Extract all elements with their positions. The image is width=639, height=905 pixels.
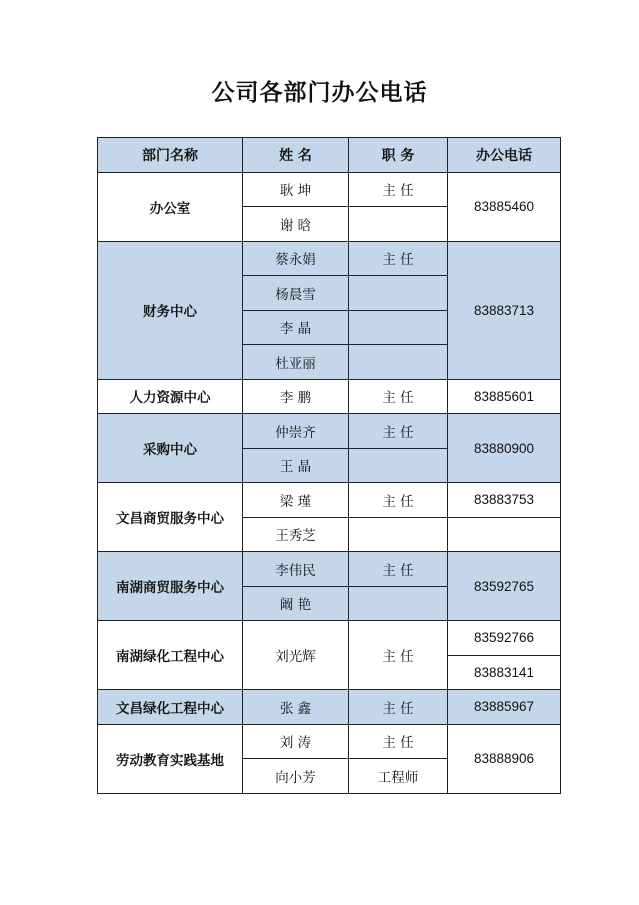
table-row bbox=[98, 724, 561, 759]
office-phone: 83888906 bbox=[448, 724, 561, 793]
person-position bbox=[349, 207, 448, 242]
table-body bbox=[98, 172, 561, 793]
table-row bbox=[98, 483, 561, 518]
phone-directory-table bbox=[97, 137, 561, 794]
person-position: 主 任 bbox=[349, 724, 448, 759]
department-name: 南湖商贸服务中心 bbox=[98, 552, 243, 621]
office-phone: 83883141 bbox=[448, 655, 561, 690]
person-name: 李 晶 bbox=[243, 310, 349, 345]
page-title: 公司各部门办公电话 bbox=[211, 80, 428, 106]
person-name: 杜亚丽 bbox=[243, 345, 349, 380]
department-name: 财务中心 bbox=[98, 241, 243, 379]
table-row bbox=[98, 621, 561, 656]
person-name: 杨晨雪 bbox=[243, 276, 349, 311]
person-name: 张 鑫 bbox=[243, 690, 349, 725]
person-position bbox=[349, 448, 448, 483]
office-phone: 83880900 bbox=[448, 414, 561, 483]
department-name: 人力资源中心 bbox=[98, 379, 243, 414]
person-name: 仲崇齐 bbox=[243, 414, 349, 449]
person-position: 主 任 bbox=[349, 552, 448, 587]
department-name: 采购中心 bbox=[98, 414, 243, 483]
person-position: 主 任 bbox=[349, 172, 448, 207]
person-name: 王秀芝 bbox=[243, 517, 349, 552]
department-name: 文昌商贸服务中心 bbox=[98, 483, 243, 552]
person-position bbox=[349, 345, 448, 380]
person-name: 阚 艳 bbox=[243, 586, 349, 621]
table-row bbox=[98, 690, 561, 725]
person-position: 主 任 bbox=[349, 690, 448, 725]
table-row bbox=[98, 241, 561, 276]
column-header-department: 部门名称 bbox=[98, 138, 243, 173]
table-row bbox=[98, 414, 561, 449]
table-row bbox=[98, 172, 561, 207]
office-phone: 83885967 bbox=[448, 690, 561, 725]
person-name: 耿 坤 bbox=[243, 172, 349, 207]
person-name: 王 晶 bbox=[243, 448, 349, 483]
person-name: 李伟民 bbox=[243, 552, 349, 587]
table-row bbox=[98, 379, 561, 414]
person-name: 蔡永娟 bbox=[243, 241, 349, 276]
person-position bbox=[349, 586, 448, 621]
person-position: 工程师 bbox=[349, 759, 448, 794]
office-phone: 83885601 bbox=[448, 379, 561, 414]
column-header-name: 姓 名 bbox=[243, 138, 349, 173]
person-position bbox=[349, 276, 448, 311]
person-name: 李 鹏 bbox=[243, 379, 349, 414]
person-name: 向小芳 bbox=[243, 759, 349, 794]
office-phone: 83592765 bbox=[448, 552, 561, 621]
office-phone: 83883753 bbox=[448, 483, 561, 518]
person-position bbox=[349, 310, 448, 345]
person-name: 刘 涛 bbox=[243, 724, 349, 759]
person-position: 主 任 bbox=[349, 414, 448, 449]
person-position: 主 任 bbox=[349, 241, 448, 276]
department-name: 南湖绿化工程中心 bbox=[98, 621, 243, 690]
office-phone bbox=[448, 517, 561, 552]
table-header-row bbox=[98, 138, 561, 173]
office-phone: 83592766 bbox=[448, 621, 561, 656]
office-phone: 83883713 bbox=[448, 241, 561, 379]
department-name: 劳动教育实践基地 bbox=[98, 724, 243, 793]
department-name: 文昌绿化工程中心 bbox=[98, 690, 243, 725]
person-name: 谢 晗 bbox=[243, 207, 349, 242]
office-phone: 83885460 bbox=[448, 172, 561, 241]
person-position bbox=[349, 517, 448, 552]
person-name: 梁 瑾 bbox=[243, 483, 349, 518]
person-position: 主 任 bbox=[349, 621, 448, 690]
table-row bbox=[98, 552, 561, 587]
person-position: 主 任 bbox=[349, 379, 448, 414]
column-header-position: 职 务 bbox=[349, 138, 448, 173]
person-name: 刘光辉 bbox=[243, 621, 349, 690]
department-name: 办公室 bbox=[98, 172, 243, 241]
person-position: 主 任 bbox=[349, 483, 448, 518]
column-header-phone: 办公电话 bbox=[448, 138, 561, 173]
